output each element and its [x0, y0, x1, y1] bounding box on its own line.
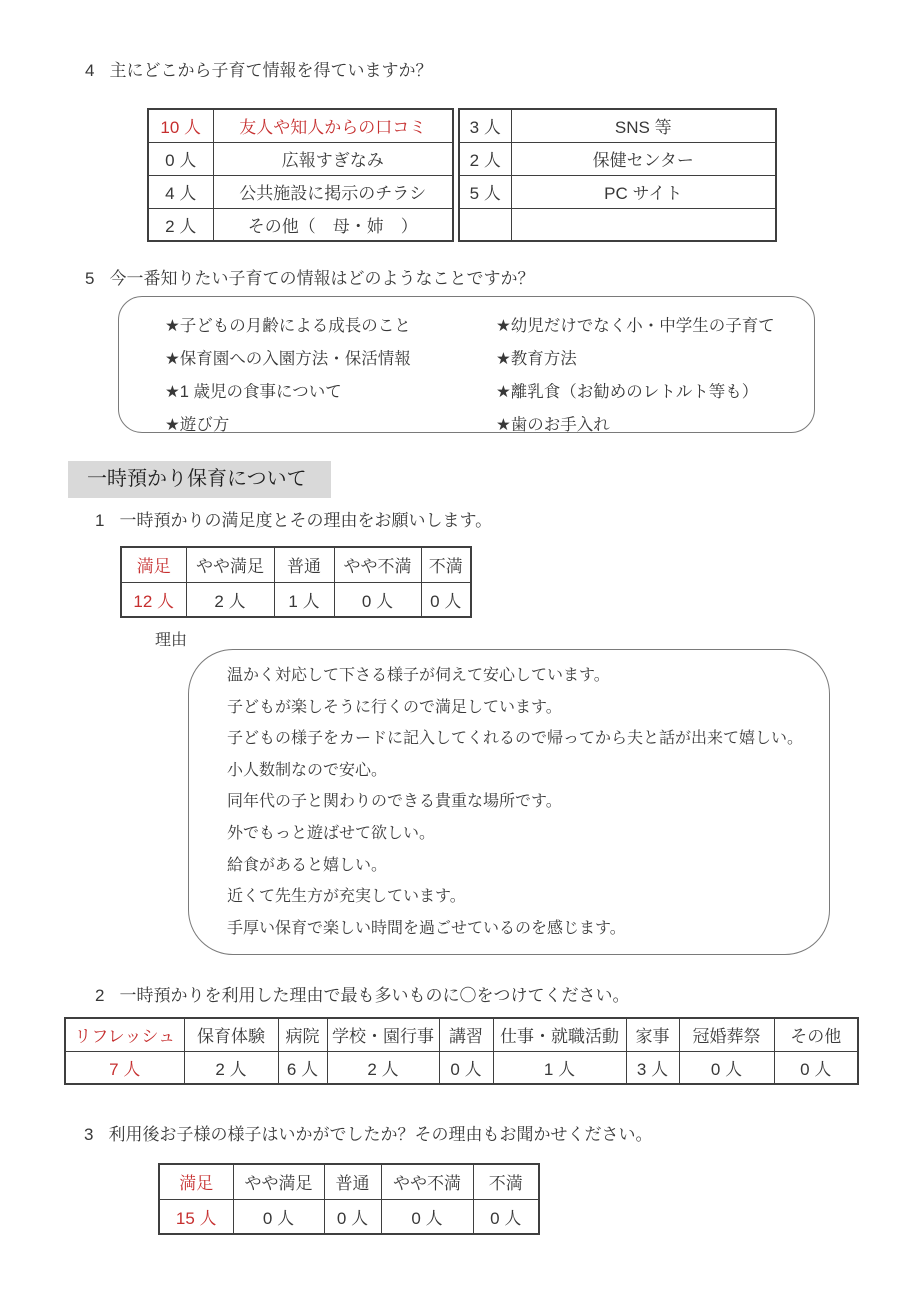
question-4-title: 主にどこから子育て情報を得ていますか？ [109, 61, 433, 80]
reason-label: 理由 [155, 632, 188, 649]
table-row [148, 109, 453, 142]
count-cell: 10 人 [148, 109, 213, 142]
header-cell: やや満足 [233, 1164, 324, 1199]
info-source-tables [147, 108, 777, 242]
question-5-title: 今一番知りたい子育ての情報はどのようなことですか？ [109, 269, 535, 288]
header-cell: 家事 [626, 1018, 679, 1051]
reason-item: 外でもっと遊ばせて欲しい。 [227, 824, 436, 842]
header-cell: やや満足 [186, 547, 274, 582]
header-cell: 冠婚葬祭 [679, 1018, 774, 1051]
value-cell: 0 人 [679, 1051, 774, 1084]
table-value-row [121, 582, 471, 617]
count-cell: 2 人 [459, 142, 511, 175]
reason-item: 温かく対応して下さる様子が伺えて安心しています。 [227, 667, 610, 684]
header-cell: 保育体験 [184, 1018, 278, 1051]
table-header-row [121, 547, 471, 582]
value-cell: 2 人 [327, 1051, 439, 1084]
list-item: ★子どもの月齢による成長のこと [165, 317, 411, 335]
question-2-title: 一時預かりを利用した理由で最も多いものに〇をつけてください。 [119, 986, 630, 1005]
satisfaction-table-q1 [120, 546, 472, 618]
header-cell: 満足 [121, 547, 186, 582]
header-cell: 講習 [439, 1018, 493, 1051]
label-cell: その他（ 母・姉 ） [213, 208, 453, 241]
value-cell: 1 人 [274, 582, 334, 617]
reason-item: 子どもの様子をカードに記入してくれるので帰ってから夫と話が出来て嬉しい。 [227, 730, 804, 748]
count-cell: 2 人 [148, 208, 213, 241]
count-cell: 0 人 [148, 142, 213, 175]
usage-reason-table [64, 1017, 859, 1085]
question-4-number: 4 [85, 61, 95, 80]
value-cell: 15 人 [159, 1199, 233, 1234]
wanted-info-left-column [165, 310, 411, 442]
list-item: ★保育園への入園方法・保活情報 [165, 350, 411, 368]
value-cell: 0 人 [421, 582, 471, 617]
header-cell: リフレッシュ [65, 1018, 184, 1051]
value-cell: 3 人 [626, 1051, 679, 1084]
question-1-number: 1 [95, 511, 105, 530]
header-cell: その他 [774, 1018, 858, 1051]
header-cell: 普通 [324, 1164, 381, 1199]
header-cell: 学校・園行事 [327, 1018, 439, 1051]
count-cell: 5 人 [459, 175, 511, 208]
question-5-number: 5 [85, 269, 95, 288]
value-cell: 0 人 [473, 1199, 539, 1234]
table-row [148, 142, 453, 175]
label-cell: 広報すぎなみ [213, 142, 453, 175]
header-cell: 病院 [278, 1018, 327, 1051]
value-cell: 12 人 [121, 582, 186, 617]
reason-item: 手厚い保育で楽しい時間を過ごせているのを感じます。 [227, 919, 626, 937]
label-cell: 友人や知人からの口コミ [213, 109, 453, 142]
count-cell: 4 人 [148, 175, 213, 208]
label-cell: PC サイト [511, 175, 776, 208]
value-cell: 6 人 [278, 1051, 327, 1084]
table-row [459, 109, 776, 142]
value-cell: 0 人 [381, 1199, 473, 1234]
table-header-row [65, 1018, 858, 1051]
question-1-title: 一時預かりの満足度とその理由をお願いします。 [119, 511, 493, 530]
value-cell: 7 人 [65, 1051, 184, 1084]
count-cell [459, 208, 511, 241]
label-cell: 公共施設に掲示のチラシ [213, 175, 453, 208]
label-cell [511, 208, 776, 241]
table-row [459, 175, 776, 208]
satisfaction-table-q3 [158, 1163, 540, 1235]
question-3-number: 3 [84, 1125, 94, 1144]
list-item: ★教育方法 [496, 350, 577, 368]
count-cell: 3 人 [459, 109, 511, 142]
value-cell: 0 人 [233, 1199, 324, 1234]
question-2-number: 2 [95, 986, 105, 1005]
header-cell: 普通 [274, 547, 334, 582]
value-cell: 0 人 [439, 1051, 493, 1084]
header-cell: 仕事・就職活動 [493, 1018, 626, 1051]
question-3-title: 利用後お子様の様子はいかがでしたか？その理由もお聞かせください。 [108, 1125, 653, 1144]
table-row [459, 142, 776, 175]
header-cell: 不満 [421, 547, 471, 582]
info-source-table-left [147, 108, 454, 242]
table-value-row [65, 1051, 858, 1084]
reason-item: 近くて先生方が充実しています。 [227, 888, 466, 906]
reason-item: 給食があると嬉しい。 [227, 856, 388, 874]
reason-item: 子どもが楽しそうに行くので満足しています。 [227, 698, 562, 716]
wanted-info-right-column [496, 310, 775, 442]
header-cell: 満足 [159, 1164, 233, 1199]
reason-item: 小人数制なので安心。 [227, 761, 388, 779]
table-row [459, 208, 776, 241]
table-value-row [159, 1199, 539, 1234]
list-item: ★離乳食（お勧めのレトルト等も） [496, 383, 759, 401]
list-item: ★歯のお手入れ [496, 416, 610, 434]
section-title-temporary-childcare: 一時預かり保育について [68, 461, 331, 498]
question-1-heading [95, 506, 492, 531]
question-4-heading [85, 56, 432, 81]
reasons-box [188, 649, 830, 955]
wanted-info-box [118, 296, 815, 433]
table-row [148, 175, 453, 208]
table-header-row [159, 1164, 539, 1199]
value-cell: 2 人 [186, 582, 274, 617]
label-cell: 保健センター [511, 142, 776, 175]
question-3-heading [84, 1120, 652, 1145]
label-cell: SNS 等 [511, 109, 776, 142]
reason-item: 同年代の子と関わりのできる貴重な場所です。 [227, 793, 562, 811]
list-item: ★1 歳児の食事について [165, 383, 342, 401]
header-cell: やや不満 [334, 547, 421, 582]
value-cell: 0 人 [774, 1051, 858, 1084]
list-item: ★幼児だけでなく小・中学生の子育て [496, 317, 775, 335]
question-5-heading [85, 264, 534, 289]
table-row [148, 208, 453, 241]
value-cell: 0 人 [334, 582, 421, 617]
value-cell: 0 人 [324, 1199, 381, 1234]
info-source-table-right [458, 108, 777, 242]
value-cell: 2 人 [184, 1051, 278, 1084]
question-2-heading [95, 981, 629, 1006]
header-cell: 不満 [473, 1164, 539, 1199]
header-cell: やや不満 [381, 1164, 473, 1199]
list-item: ★遊び方 [165, 416, 230, 434]
value-cell: 1 人 [493, 1051, 626, 1084]
